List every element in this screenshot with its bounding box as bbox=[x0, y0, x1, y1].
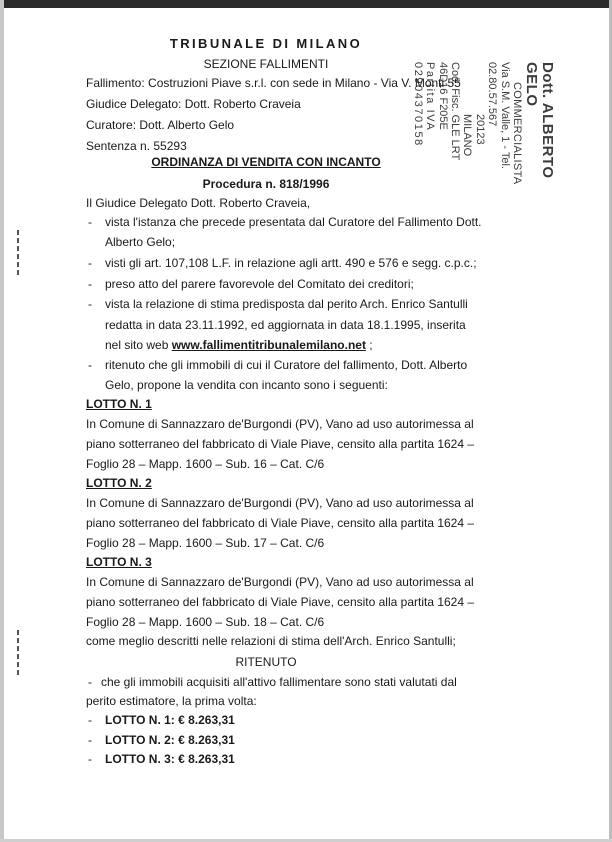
lot-description: piano sotterraneo del fabbricato di Viale Piave, censito alla partita 1624 – bbox=[86, 437, 475, 451]
bullet-mark: - bbox=[88, 733, 92, 747]
bullet-mark: - bbox=[88, 215, 92, 229]
bullet-mark: - bbox=[88, 752, 92, 766]
lot-description: In Comune di Sannazzaro de'Burgondi (PV), Vano ad uso autorimessa al bbox=[86, 575, 474, 589]
lot-cadastral: Foglio 28 – Mapp. 1600 – Sub. 17 – Cat. C/6 bbox=[86, 536, 325, 550]
binder-holes-top bbox=[15, 230, 21, 278]
valuation-intro-cont: perito estimatore, la prima volta: bbox=[86, 694, 257, 708]
valuation-lot-1: LOTTO N. 1: € 8.263,31 bbox=[105, 713, 235, 727]
lot-description: In Comune di Sannazzaro de'Burgondi (PV), Vano ad uso autorimessa al bbox=[86, 417, 474, 431]
bullet-mark: - bbox=[88, 277, 92, 291]
lot-heading: LOTTO N. 2 bbox=[86, 476, 152, 490]
premise-appraisal: vista la relazione di stima predisposta dal perito Arch. Enrico Santulli bbox=[105, 297, 468, 311]
described-note: come meglio descritti nelle relazioni di stima dell'Arch. Enrico Santulli; bbox=[86, 634, 456, 648]
court-section: SEZIONE FALLIMENTI bbox=[203, 57, 329, 71]
premise-committee: preso atto del parere favorevole del Comitato dei creditori; bbox=[105, 277, 414, 291]
bullet-mark: - bbox=[88, 713, 92, 727]
site-suffix: ; bbox=[365, 338, 373, 352]
bankruptcy-line: Fallimento: Costruzioni Piave s.r.l. con sede in Milano - Via V. Monti 55 bbox=[86, 76, 461, 90]
lot-cadastral: Foglio 28 – Mapp. 1600 – Sub. 18 – Cat. C/6 bbox=[86, 615, 325, 629]
delegate-judge-line: Giudice Delegato: Dott. Roberto Craveia bbox=[86, 97, 301, 111]
premise-properties: ritenuto che gli immobili di cui il Curatore del fallimento, Dott. Alberto bbox=[105, 358, 468, 372]
premise-properties-cont: Gelo, propone la vendita con incanto sono i seguenti: bbox=[105, 378, 388, 392]
lot-description: piano sotterraneo del fabbricato di Viale Piave, censito alla partita 1624 – bbox=[86, 595, 475, 609]
bullet-mark: - bbox=[88, 675, 92, 689]
premise-appraisal-site bbox=[105, 338, 373, 352]
stamp-name: Dott. ALBERTO GELO bbox=[523, 62, 556, 179]
lot-heading: LOTTO N. 3 bbox=[86, 555, 152, 569]
stamp-role: COMMERCIALISTA bbox=[511, 82, 523, 185]
premise-appraisal-dates: redatta in data 23.11.1992, ed aggiornata in data 18.1.1995, inserita bbox=[105, 318, 466, 332]
premise-articles: visti gli art. 107,108 L.F. in relazione agli artt. 490 e 576 e segg. c.p.c.; bbox=[105, 256, 477, 270]
stamp-address: Via S.M. Valle, 1 - Tel. 02.80.57.567 bbox=[486, 62, 511, 169]
lot-cadastral: Foglio 28 – Mapp. 1600 – Sub. 16 – Cat. C/6 bbox=[86, 457, 325, 471]
site-prefix: nel sito web bbox=[105, 338, 172, 352]
sentence-line: Sentenza n. 55293 bbox=[86, 139, 187, 153]
order-title: ORDINANZA DI VENDITA CON INCANTO bbox=[151, 155, 381, 169]
stamp-fiscal-code: Cod. Fisc. GLE LRT 46D16 F205E bbox=[436, 62, 461, 161]
procedure-number: Procedura n. 818/1996 bbox=[202, 177, 330, 191]
website-link[interactable]: www.fallimentitribunalemilano.net bbox=[171, 338, 366, 352]
valuation-intro: che gli immobili acquisiti all'attivo fallimentare sono stati valutati dal bbox=[101, 675, 457, 689]
bullet-mark: - bbox=[88, 297, 92, 311]
lot-description: piano sotterraneo del fabbricato di Viale Piave, censito alla partita 1624 – bbox=[86, 516, 475, 530]
scan-left-edge bbox=[0, 0, 4, 842]
scan-top-edge bbox=[0, 0, 612, 8]
binder-holes-bottom bbox=[15, 630, 21, 678]
order-intro: Il Giudice Delegato Dott. Roberto Craveia, bbox=[86, 196, 311, 210]
premise-instance: vista l'istanza che precede presentata dal Curatore del Fallimento Dott. bbox=[105, 215, 482, 229]
bullet-mark: - bbox=[88, 256, 92, 270]
lot-heading: LOTTO N. 1 bbox=[86, 397, 152, 411]
trustee-line: Curatore: Dott. Alberto Gelo bbox=[86, 118, 235, 132]
premise-instance-cont: Alberto Gelo; bbox=[105, 235, 176, 249]
stamp-vat: Partita IVA 02904370158 bbox=[411, 62, 437, 147]
ritenuto-heading: RITENUTO bbox=[235, 655, 297, 669]
stamp-city: 20123 MILANO bbox=[461, 114, 486, 157]
court-title: TRIBUNALE DI MILANO bbox=[169, 36, 363, 51]
valuation-lot-2: LOTTO N. 2: € 8.263,31 bbox=[105, 733, 235, 747]
valuation-lot-3: LOTTO N. 3: € 8.263,31 bbox=[105, 752, 235, 766]
lot-description: In Comune di Sannazzaro de'Burgondi (PV), Vano ad uso autorimessa al bbox=[86, 496, 474, 510]
bullet-mark: - bbox=[88, 358, 92, 372]
